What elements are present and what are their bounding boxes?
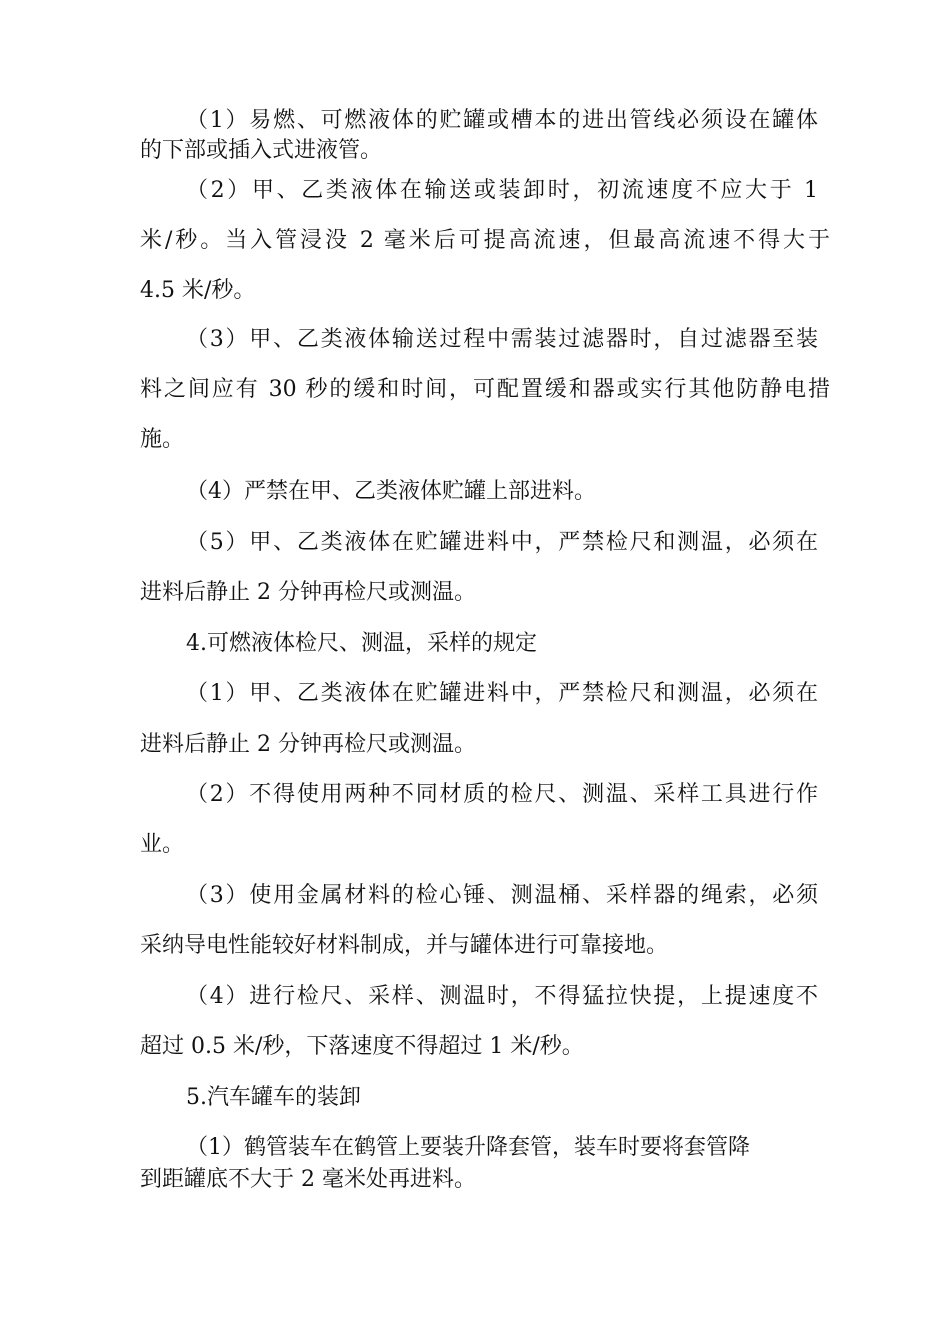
- text-line-p1-2: 的下部或插入式进液管。: [140, 138, 383, 163]
- text-line-p10-2: 到距罐底不大于 2 毫米处再进料。: [140, 1167, 476, 1192]
- text-line-p3-3: 施。: [140, 427, 185, 452]
- section-heading-4: 4.可燃液体检尺、测温，采样的规定: [186, 631, 537, 656]
- text-line-p6-2: 进料后静止 2 分钟再检尺或测温。: [140, 732, 476, 757]
- text-line-p5-2: 进料后静止 2 分钟再检尺或测温。: [140, 580, 476, 605]
- text-line-p2-3: 4.5 米/秒。: [140, 278, 256, 303]
- text-line-p7-1: （2）不得使用两种不同材质的检尺、测温、采样工具进行作: [186, 782, 818, 807]
- text-line-p10-1: （1）鹤管装车在鹤管上要装升降套管，装车时要将套管降: [186, 1135, 750, 1160]
- text-line-p8-1: （3）使用金属材料的检心锤、测温桶、采样器的绳索，必须: [186, 883, 818, 908]
- text-line-p8-2: 采纳导电性能较好材料制成，并与罐体进行可靠接地。: [140, 933, 669, 958]
- text-line-p3-2: 料之间应有 30 秒的缓和时间，可配置缓和器或实行其他防静电措: [140, 377, 830, 402]
- text-line-p9-2: 超过 0.5 米/秒，下落速度不得超过 1 米/秒。: [140, 1034, 584, 1059]
- text-line-p7-2: 业。: [140, 832, 185, 857]
- text-line-p3-1: （3）甲、乙类液体输送过程中需装过滤器时，自过滤器至装: [186, 327, 818, 352]
- text-line-p6-1: （1）甲、乙类液体在贮罐进料中，严禁检尺和测温，必须在: [186, 681, 818, 706]
- text-line-p2-2: 米/秒。当入管浸没 2 毫米后可提高流速，但最高流速不得大于: [140, 228, 830, 253]
- section-heading-5: 5.汽车罐车的装卸: [186, 1085, 361, 1110]
- text-line-p2-1: （2）甲、乙类液体在输送或装卸时，初流速度不应大于 1: [186, 178, 818, 203]
- text-line-p9-1: （4）进行检尺、采样、测温时，不得猛拉快提，上提速度不: [186, 984, 818, 1009]
- text-line-p4-1: （4）严禁在甲、乙类液体贮罐上部进料。: [186, 479, 596, 504]
- text-line-p1-1: （1）易燃、可燃液体的贮罐或槽本的进出管线必须设在罐体: [186, 108, 818, 133]
- text-line-p5-1: （5）甲、乙类液体在贮罐进料中，严禁检尺和测温，必须在: [186, 530, 818, 555]
